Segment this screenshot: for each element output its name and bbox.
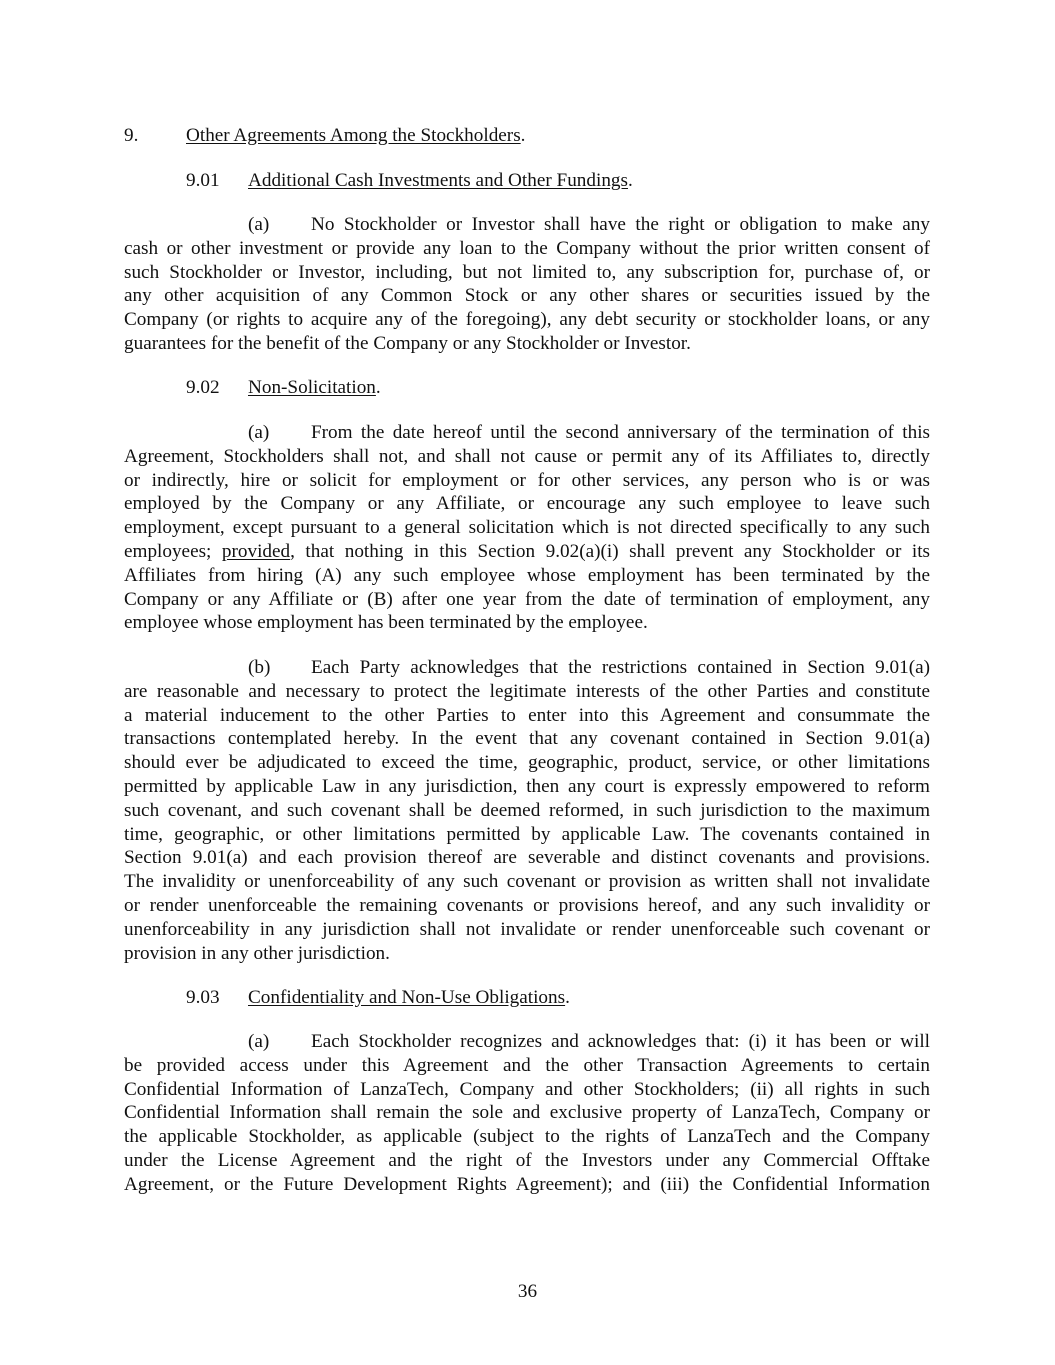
paragraph xyxy=(124,656,930,965)
text-line: are reasonable and necessary to protect the legitimate interests of the other Parties and constitute xyxy=(124,680,930,702)
section-title: Other Agreements Among the Stockholders xyxy=(186,125,521,146)
text-line: (a) No Stockholder or Investor shall have the right or obligation to make any xyxy=(248,214,930,235)
text-line: Company (or rights to acquire any of the foregoing), any debt security or stockholder loans, or any xyxy=(124,309,930,331)
text-line: Affiliates from hiring (A) any such employee whose employment has been terminated by the xyxy=(124,564,930,586)
paragraph-label: (a) xyxy=(248,1031,270,1052)
text-line: transactions contemplated hereby. In the event that any covenant contained in Section 9.01(a) xyxy=(124,728,930,750)
section-9-01-heading xyxy=(186,169,633,193)
text-line: should ever be adjudicated to exceed the time, geographic, product, service, or other limitations xyxy=(124,752,930,774)
text-line: unenforceability in any jurisdiction shall not invalidate or render unenforceable such covenant or xyxy=(124,918,930,940)
paragraph xyxy=(124,421,930,635)
section-number: 9.02 xyxy=(186,377,220,398)
section-9-02-heading xyxy=(186,376,381,400)
text-line: (a) From the date hereof until the second anniversary of the termination of this xyxy=(248,422,930,443)
text-line: Section 9.01(a) and each provision thereof are severable and distinct covenants and provisions. xyxy=(124,847,930,869)
section-9-heading xyxy=(124,124,526,148)
text-line: employed by the Company or any Affiliate, or encourage any such employee to leave such xyxy=(124,493,930,515)
paragraph-label: (a) xyxy=(248,422,270,443)
text-line: such Stockholder or Investor, including, but not limited to, any subscription for, purchase of, or xyxy=(124,261,930,283)
text-line: employment, except pursuant to a general solicitation which is not directed specifically to any such xyxy=(124,517,930,539)
text-line: Confidential Information of LanzaTech, Company and other Stockholders; (ii) all rights in such xyxy=(124,1078,930,1100)
text-line: or render unenforceable the remaining covenants or provisions hereof, and any such invalidity or xyxy=(124,894,930,916)
text-line: employee whose employment has been terminated by the employee. xyxy=(124,612,648,634)
section-number: 9.03 xyxy=(186,987,220,1008)
text-line: provision in any other jurisdiction. xyxy=(124,942,390,964)
text-segment: , that nothing in this Section 9.02(a)(i) shall prevent any Stockholder or its xyxy=(290,540,930,562)
text-line: a material inducement to the other Parties to enter into this Agreement and consummate the xyxy=(124,704,930,726)
text-line: Agreement, or the Future Development Rights Agreement); and (iii) the Confidential Information xyxy=(124,1173,930,1195)
text-line: Confidential Information shall remain the sole and exclusive property of LanzaTech, Company or xyxy=(124,1102,930,1124)
text-line xyxy=(124,540,930,564)
text-line: Agreement, Stockholders shall not, and shall not cause or permit any of its Affiliates to, directly xyxy=(124,445,930,467)
text-line: (a) Each Stockholder recognizes and acknowledges that: (i) it has been or will xyxy=(248,1031,930,1052)
text-line: the applicable Stockholder, as applicable (subject to the rights of LanzaTech and the Company xyxy=(124,1126,930,1148)
page-number: 36 xyxy=(517,1281,538,1302)
text-line: guarantees for the benefit of the Company or any Stockholder or Investor. xyxy=(124,332,691,354)
section-title: Additional Cash Investments and Other Fundings xyxy=(248,170,628,191)
title-period: . xyxy=(520,125,526,146)
paragraph xyxy=(124,213,930,356)
text-line: (b) Each Party acknowledges that the restrictions contained in Section 9.01(a) xyxy=(248,657,930,678)
title-period: . xyxy=(565,987,570,1008)
title-period: . xyxy=(375,377,381,398)
text-line: The invalidity or unenforceability of any such covenant or provision as written shall not invalidate xyxy=(124,871,930,893)
underlined-term: provided xyxy=(221,540,291,562)
text-line: Company or any Affiliate or (B) after one year from the date of termination of employment, any xyxy=(124,588,930,610)
text-line: such covenant, and such covenant shall be deemed reformed, in such jurisdiction to the maximum xyxy=(124,799,930,821)
text-line: be provided access under this Agreement and the other Transaction Agreements to certain xyxy=(124,1054,930,1076)
paragraph xyxy=(124,1030,930,1197)
section-number: 9.01 xyxy=(186,170,220,191)
text-line: cash or other investment or provide any loan to the Company without the prior written consent of xyxy=(124,237,930,259)
text-line: any other acquisition of any Common Stock or any other shares or securities issued by the xyxy=(124,285,930,307)
title-period: . xyxy=(627,170,633,191)
text-segment: employees; xyxy=(124,540,222,562)
text-line: permitted by applicable Law in any jurisdiction, then any court is expressly empowered to reform xyxy=(124,775,930,797)
text-line: or indirectly, hire or solicit for employment or for other services, any person who is or was xyxy=(124,469,930,491)
section-title: Confidentiality and Non-Use Obligations xyxy=(248,987,566,1008)
section-title: Non-Solicitation xyxy=(248,377,376,398)
paragraph-label: (b) xyxy=(248,657,271,678)
section-number: 9. xyxy=(124,125,139,146)
paragraph-label: (a) xyxy=(248,214,270,235)
text-line: under the License Agreement and the right of the Investors under any Commercial Offtake xyxy=(124,1149,930,1171)
section-9-03-heading xyxy=(186,986,570,1010)
text-line: time, geographic, or other limitations permitted by applicable Law. The covenants contained in xyxy=(124,823,930,845)
